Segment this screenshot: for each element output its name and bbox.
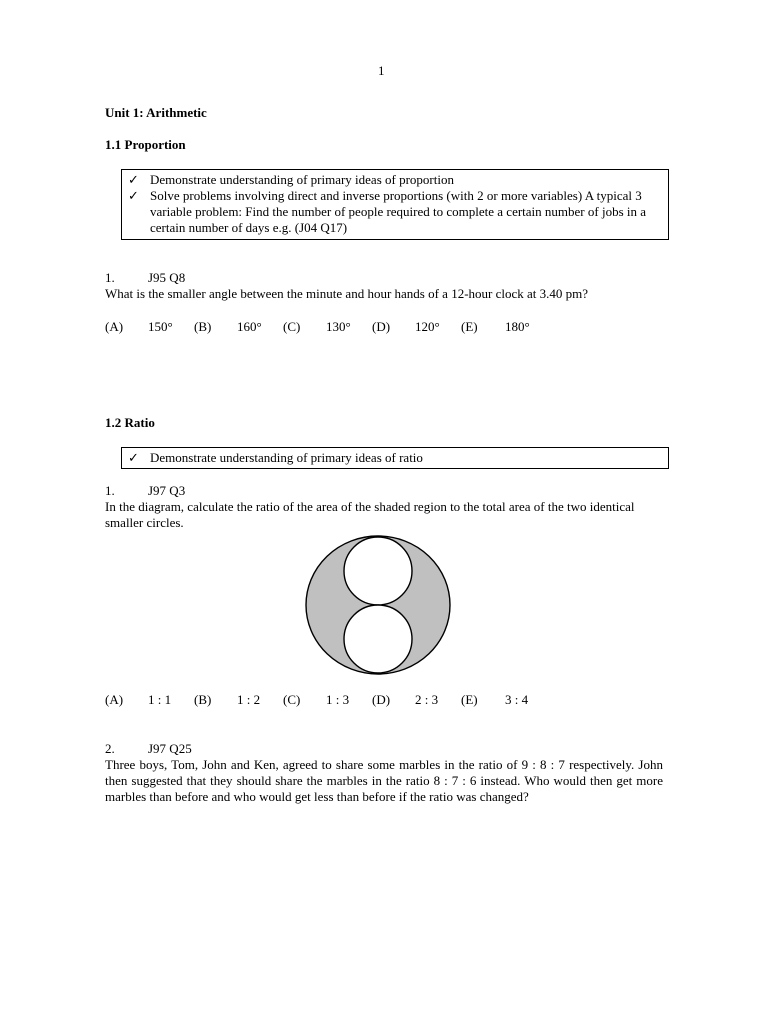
objectives-box-proportion — [121, 169, 669, 240]
option-label: (C) — [283, 692, 301, 707]
option-value: 160° — [237, 319, 262, 334]
option-label: (D) — [372, 692, 391, 707]
section-heading-proportion: 1.1 Proportion — [105, 137, 186, 152]
objective-item — [122, 172, 662, 188]
question-code: J95 Q8 — [148, 270, 186, 285]
option-value: 2 : 3 — [415, 692, 439, 707]
option-value: 1 : 3 — [326, 692, 350, 707]
answer-options — [105, 319, 665, 335]
question-code: J97 Q25 — [148, 741, 192, 756]
check-icon: ✓ — [128, 172, 139, 187]
option-label: (D) — [372, 319, 391, 334]
option-label: (B) — [194, 692, 212, 707]
objective-text: Demonstrate understanding of primary ideas of ratio — [150, 450, 423, 465]
option-label: (C) — [283, 319, 301, 334]
option-label: (A) — [105, 692, 124, 707]
upper-small-circle — [344, 537, 412, 605]
page-number: 1 — [378, 63, 385, 78]
lower-small-circle — [344, 605, 412, 673]
option-value: 1 : 1 — [148, 692, 172, 707]
answer-options — [105, 692, 665, 708]
objective-text: Demonstrate understanding of primary ideas of proportion — [150, 172, 454, 187]
question-text: In the diagram, calculate the ratio of the area of the shaded region to the total area of the two identical smaller circles. — [105, 499, 635, 530]
question-code: J97 Q3 — [148, 483, 186, 498]
option-value: 1 : 2 — [237, 692, 261, 707]
circles-diagram — [300, 532, 456, 678]
objective-text: Solve problems involving direct and inverse proportions (with 2 or more variables) A typical 3 variable problem: Find the number of people required to complete a certain number of jobs in a certain number of days e.g. (J04 Q17) — [150, 188, 647, 235]
objective-item — [122, 450, 662, 466]
option-label: (B) — [194, 319, 212, 334]
section-heading-ratio: 1.2 Ratio — [105, 415, 155, 430]
option-label: (E) — [461, 319, 478, 334]
option-value: 3 : 4 — [505, 692, 529, 707]
option-label: (E) — [461, 692, 478, 707]
objective-item — [122, 188, 662, 236]
option-label: (A) — [105, 319, 124, 334]
option-value: 130° — [326, 319, 351, 334]
question-number: 2. — [105, 741, 115, 756]
unit-title: Unit 1: Arithmetic — [105, 105, 207, 120]
option-value: 150° — [148, 319, 173, 334]
check-icon: ✓ — [128, 450, 139, 465]
check-icon: ✓ — [128, 188, 139, 203]
option-value: 180° — [505, 319, 530, 334]
objectives-box-ratio — [121, 447, 669, 469]
option-value: 120° — [415, 319, 440, 334]
question-number: 1. — [105, 483, 115, 498]
question-text: Three boys, Tom, John and Ken, agreed to share some marbles in the ratio of 9 : 8 : 7 respectively. John then suggested that they should share the marbles in the ratio 8 : 7 : 6 instead. Who would then get more marbles than before and who would get less than before if the ratio was changed? — [105, 757, 663, 804]
question-text: What is the smaller angle between the minute and hour hands of a 12-hour clock at 3.40 pm? — [105, 286, 589, 301]
question-number: 1. — [105, 270, 115, 285]
